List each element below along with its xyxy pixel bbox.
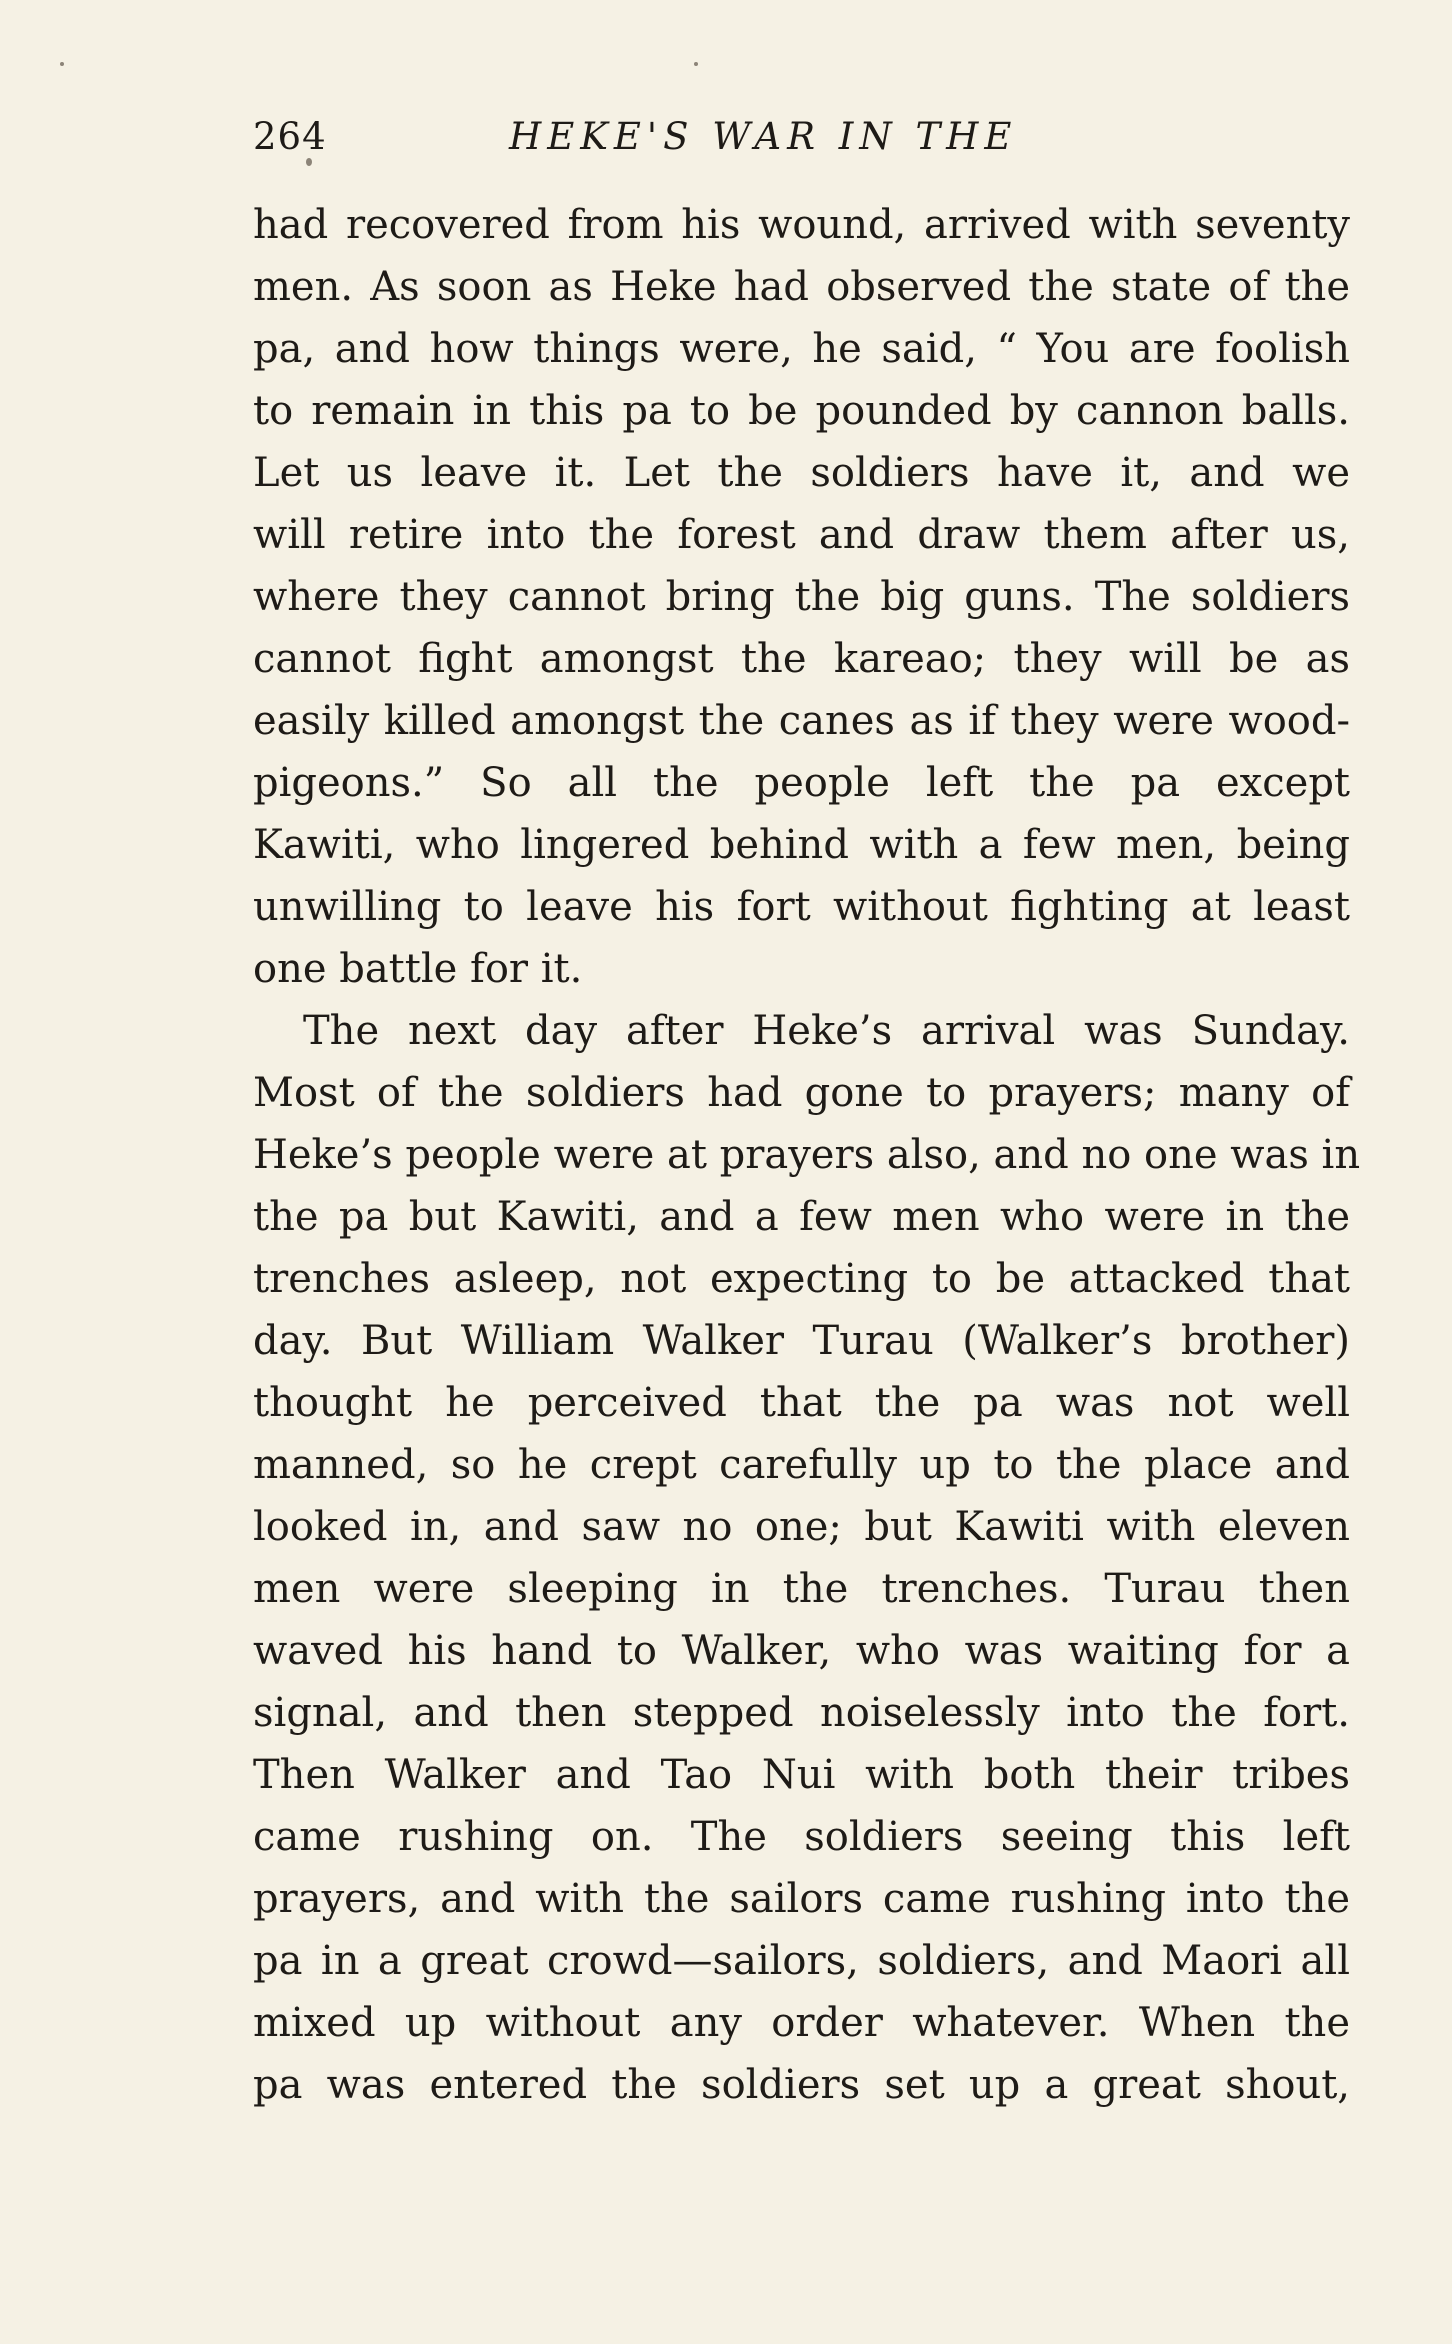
text-line: pa, and how things were, he said, “ You are foolish	[253, 326, 1350, 372]
text-line: unwilling to leave his fort without fighting at least	[253, 884, 1350, 930]
text-line: men. As soon as Heke had observed the state of the	[253, 264, 1350, 310]
text-line: mixed up without any order whatever. When the	[253, 2000, 1350, 2046]
text-line: trenches asleep, not expecting to be attacked that	[253, 1256, 1350, 1302]
text-line: prayers, and with the sailors came rushing into the	[253, 1876, 1350, 1922]
text-line: Let us leave it. Let the soldiers have it, and we	[253, 450, 1350, 496]
page-header	[253, 115, 1353, 165]
text-line: Then Walker and Tao Nui with both their tribes	[253, 1752, 1350, 1798]
text-line: The next day after Heke’s arrival was Sunday.	[303, 1008, 1350, 1054]
text-line: Most of the soldiers had gone to prayers; many of	[253, 1070, 1350, 1116]
text-line: waved his hand to Walker, who was waiting for a	[253, 1628, 1350, 1674]
text-line: one battle for it.	[253, 946, 583, 992]
text-line: manned, so he crept carefully up to the place and	[253, 1442, 1350, 1488]
text-line: Kawiti, who lingered behind with a few men, being	[253, 822, 1350, 868]
text-line: day. But William Walker Turau (Walker’s brother)	[253, 1318, 1350, 1364]
text-line: pigeons.” So all the people left the pa except	[253, 760, 1350, 806]
ink-speck	[306, 158, 312, 166]
paper-speck	[60, 62, 64, 66]
text-line: will retire into the forest and draw them after us,	[253, 512, 1350, 558]
text-line: Heke’s people were at prayers also, and no one was in	[253, 1132, 1361, 1178]
paper-speck	[694, 62, 698, 66]
text-line: came rushing on. The soldiers seeing this left	[253, 1814, 1350, 1860]
text-line: easily killed amongst the canes as if they were wood-	[253, 698, 1350, 744]
text-line: thought he perceived that the pa was not well	[253, 1380, 1350, 1426]
text-line: looked in, and saw no one; but Kawiti with eleven	[253, 1504, 1350, 1550]
text-line: pa was entered the soldiers set up a great shout,	[253, 2062, 1350, 2108]
text-line: cannot fight amongst the kareao; they will be as	[253, 636, 1350, 682]
text-line: had recovered from his wound, arrived with seventy	[253, 202, 1350, 248]
text-line: men were sleeping in the trenches. Turau then	[253, 1566, 1350, 1612]
text-line: the pa but Kawiti, and a few men who were in the	[253, 1194, 1350, 1240]
page-number: 264	[253, 115, 327, 158]
text-line: signal, and then stepped noiselessly into the fort.	[253, 1690, 1350, 1736]
text-line: to remain in this pa to be pounded by cannon balls.	[253, 388, 1350, 434]
running-head: HEKE'S WAR IN THE	[509, 115, 1018, 158]
text-line: pa in a great crowd—sailors, soldiers, and Maori all	[253, 1938, 1350, 1984]
text-line: where they cannot bring the big guns. The soldiers	[253, 574, 1350, 620]
